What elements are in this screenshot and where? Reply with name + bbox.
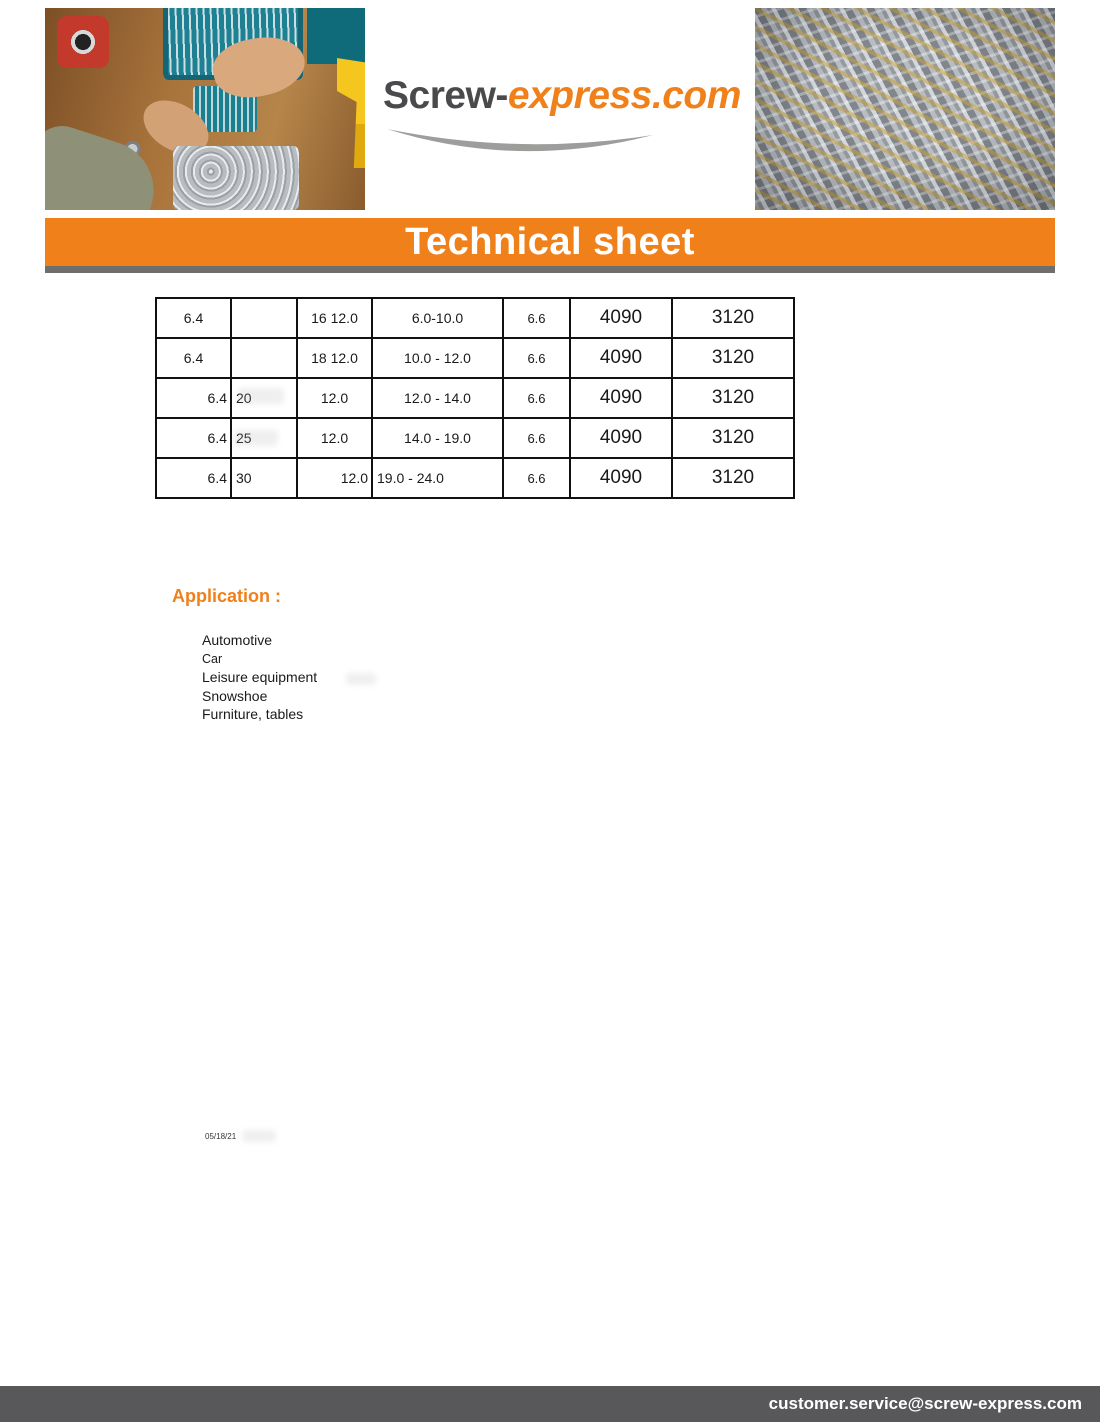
customer-service-email: customer.service@screw-express.com bbox=[768, 1394, 1082, 1413]
screw-bin-shape bbox=[173, 146, 299, 210]
table-cell: 3120 bbox=[672, 338, 794, 378]
application-item: Leisure equipment bbox=[202, 669, 318, 686]
application-item: Car bbox=[202, 651, 223, 666]
table-row bbox=[156, 458, 794, 498]
table-cell: 4090 bbox=[570, 418, 672, 458]
table-cell: 12.0 bbox=[297, 378, 372, 418]
table-cell: 3120 bbox=[672, 298, 794, 338]
workbench-photo bbox=[45, 8, 365, 210]
table-cell: 6.6 bbox=[503, 418, 570, 458]
table-cell bbox=[231, 338, 297, 378]
table-cell: 3120 bbox=[672, 458, 794, 498]
table-cell bbox=[231, 298, 297, 338]
application-item: Automotive bbox=[202, 632, 273, 648]
tape-measure-shape bbox=[57, 16, 109, 68]
logo-swoosh-icon bbox=[385, 126, 657, 164]
table-cell: 6.4 bbox=[156, 378, 231, 418]
application-item: Furniture, tables bbox=[202, 706, 304, 723]
brand-logo bbox=[383, 74, 741, 169]
artifact-smudge bbox=[346, 673, 376, 685]
screws-photo bbox=[755, 8, 1055, 210]
table-cell: 12.0 bbox=[297, 418, 372, 458]
application-heading: Application : bbox=[172, 586, 281, 606]
table-cell: 18 12.0 bbox=[297, 338, 372, 378]
table-cell: 19.0 - 24.0 bbox=[372, 458, 503, 498]
application-list bbox=[202, 631, 317, 724]
table-cell: 6.4 bbox=[156, 458, 231, 498]
table-cell: 4090 bbox=[570, 338, 672, 378]
drill-clipart bbox=[337, 58, 365, 168]
table-cell: 12.0 - 14.0 bbox=[372, 378, 503, 418]
table-cell: 4090 bbox=[570, 378, 672, 418]
banner bbox=[45, 218, 1055, 266]
table-row bbox=[156, 338, 794, 378]
table-cell: 6.0-10.0 bbox=[372, 298, 503, 338]
table-row bbox=[156, 298, 794, 338]
revision-date: 05/18/21 bbox=[205, 1132, 237, 1141]
logo-text-orange: express.com bbox=[507, 74, 741, 117]
table-cell: 6.4 bbox=[156, 298, 231, 338]
artifact-smudge bbox=[238, 388, 284, 404]
table-cell: 16 12.0 bbox=[297, 298, 372, 338]
table-cell: 4090 bbox=[570, 458, 672, 498]
table-cell: 3120 bbox=[672, 378, 794, 418]
table-cell: 14.0 - 19.0 bbox=[372, 418, 503, 458]
table-cell: 6.6 bbox=[503, 338, 570, 378]
logo-text-dark: Screw- bbox=[383, 74, 508, 117]
table-cell: 10.0 - 12.0 bbox=[372, 338, 503, 378]
logo-text bbox=[383, 74, 741, 118]
photo-vignette bbox=[755, 8, 1055, 210]
table-cell: 4090 bbox=[570, 298, 672, 338]
table-cell: 6.4 bbox=[156, 338, 231, 378]
table-cell: 3120 bbox=[672, 418, 794, 458]
table-cell: 6.4 bbox=[156, 418, 231, 458]
table-cell: 30 bbox=[231, 458, 297, 498]
table-cell: 12.0 bbox=[297, 458, 372, 498]
table-cell: 25 bbox=[231, 418, 297, 458]
footer-bar bbox=[0, 1386, 1100, 1422]
application-item: Snowshoe bbox=[202, 687, 268, 704]
screw-tray-shape bbox=[307, 8, 365, 64]
table-cell: 6.6 bbox=[503, 298, 570, 338]
banner-strip bbox=[45, 266, 1055, 273]
table-cell: 20 bbox=[231, 378, 297, 418]
artifact-smudge bbox=[234, 430, 278, 446]
table-cell: 6.6 bbox=[503, 458, 570, 498]
page-title: Technical sheet bbox=[405, 221, 695, 263]
artifact-smudge bbox=[242, 1130, 276, 1142]
table-cell: 6.6 bbox=[503, 378, 570, 418]
